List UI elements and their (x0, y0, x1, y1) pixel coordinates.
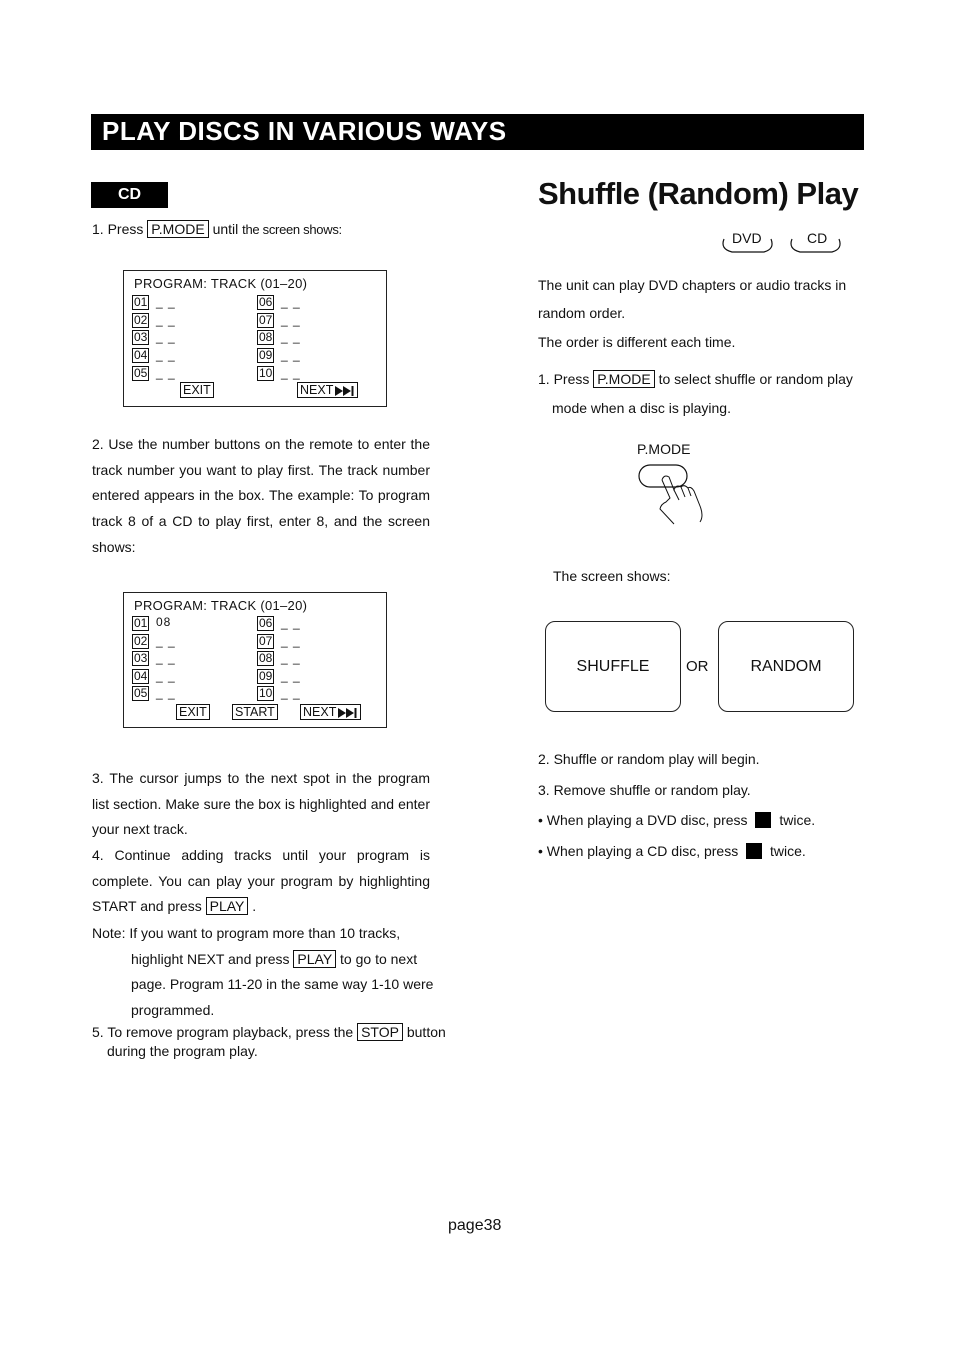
slot-value: _ _ (281, 366, 301, 380)
step-5-prefix: 5. To remove program playback, press the (92, 1024, 354, 1040)
slot-number: 01 (134, 616, 148, 630)
slot-number: 08 (259, 651, 273, 665)
play-key: PLAY (206, 897, 249, 915)
random-label: RANDOM (750, 657, 822, 675)
bullet-cd-prefix: • When playing a CD disc, press (538, 843, 739, 859)
bullet-dvd-prefix: • When playing a DVD disc, press (538, 812, 748, 828)
pmode-key: P.MODE (593, 370, 654, 388)
slot-value: _ _ (281, 634, 301, 648)
dvd-label: DVD (732, 230, 762, 246)
slot-number: 03 (134, 330, 148, 344)
shuffle-label: SHUFFLE (576, 657, 650, 675)
step-1-until: until (212, 221, 239, 237)
bullet-cd (538, 843, 806, 859)
slot-value: _ _ (281, 313, 301, 327)
note-line-2-prefix: highlight NEXT and press (131, 951, 290, 967)
section-banner (91, 114, 864, 150)
right-step-1-suffix: to select shuffle or random play (658, 371, 853, 387)
or-label: OR (686, 658, 709, 675)
right-step-1-prefix: 1. Press (538, 371, 590, 387)
slot-number: 06 (259, 295, 273, 309)
stop-square-icon (746, 843, 762, 859)
next-label: NEXT (303, 705, 337, 719)
left-step-4 (92, 843, 430, 920)
left-step-2: 2. Use the number buttons on the remote to enter the track number you want to play first. The track number entered appears in the box. The example: To program track 8 of a CD to play first, enter 8, and the screen shows: (92, 436, 430, 555)
left-step-5 (92, 1023, 446, 1041)
pmode-key: P.MODE (147, 220, 208, 238)
slot-number: 05 (134, 366, 148, 380)
program-screen-2 (123, 592, 387, 728)
slot-value: _ _ (156, 634, 176, 648)
slot-value: _ _ (281, 348, 301, 362)
step-1-suffix: the screen shows: (242, 222, 342, 237)
slot-value: _ _ (281, 295, 301, 309)
slot-number: 02 (134, 634, 148, 648)
start-button: START (232, 704, 278, 720)
section-banner-title: PLAY DISCS IN VARIOUS WAYS (102, 116, 507, 146)
next-label: NEXT (300, 383, 334, 397)
dvd-disc-icon (720, 229, 776, 255)
program-header: PROGRAM: TRACK (01–20) (134, 276, 308, 291)
right-step-3: 3. Remove shuffle or random play. (538, 782, 751, 798)
next-button (297, 382, 358, 398)
exit-button: EXIT (176, 704, 210, 720)
slot-number: 07 (259, 313, 273, 327)
step-5-line-2: during the program play. (107, 1043, 258, 1059)
slot-value: _ _ (156, 295, 176, 309)
slot-value: _ _ (281, 651, 301, 665)
slot-number: 09 (259, 348, 273, 362)
intro-line-1: The unit can play DVD chapters or audio tracks in (538, 277, 847, 293)
slot-number: 07 (259, 634, 273, 648)
right-step-1 (538, 370, 853, 388)
skip-next-icon (335, 386, 355, 396)
right-step-1-line-2: mode when a disc is playing. (552, 400, 731, 416)
slot-value: _ _ (156, 330, 176, 344)
slot-number: 06 (259, 616, 273, 630)
program-screen-1 (123, 270, 387, 407)
skip-next-icon (338, 708, 358, 718)
bullet-dvd-suffix: twice. (779, 812, 816, 828)
left-step-3: 3. The cursor jumps to the next spot in the program list section. Make sure the box is highlighted and enter your next track. (92, 770, 430, 838)
stop-key: STOP (357, 1023, 403, 1041)
exit-button: EXIT (180, 382, 214, 398)
slot-value: _ _ (281, 669, 301, 683)
step-1-prefix: 1. Press (92, 221, 144, 237)
slot-value: _ _ (156, 651, 176, 665)
slot-value: _ _ (281, 616, 301, 630)
next-button (300, 704, 361, 720)
shuffle-screen (545, 621, 681, 712)
page-number: page38 (448, 1217, 502, 1234)
intro-line-2: random order. (538, 305, 626, 321)
shuffle-title: Shuffle (Random) Play (538, 176, 859, 211)
step-5-suffix: button (406, 1024, 446, 1040)
pmode-button-label: P.MODE (637, 441, 691, 457)
slot-number: 04 (134, 669, 148, 683)
screen-shows-label: The screen shows: (553, 568, 671, 584)
step-4-text: 4. Continue adding tracks until your program is complete. You can play your program by highlighting START and press (92, 847, 430, 915)
slot-value: _ _ (156, 366, 176, 380)
slot-value: _ _ (156, 686, 176, 700)
slot-number: 10 (259, 686, 273, 700)
note-line-2 (131, 950, 417, 968)
play-key: PLAY (293, 950, 336, 968)
slot-number: 05 (134, 686, 148, 700)
cd-tag: CD (91, 182, 168, 208)
program-header: PROGRAM: TRACK (01–20) (134, 598, 308, 613)
stop-square-icon (755, 812, 771, 828)
slot-number: 04 (134, 348, 148, 362)
bullet-cd-suffix: twice. (770, 843, 806, 859)
cd-disc-icon (788, 229, 844, 255)
slot-value: _ _ (281, 330, 301, 344)
slot-number: 10 (259, 366, 273, 380)
note-line-2-suffix: to go to next (340, 951, 418, 967)
note-line-3: page. Program 11-20 in the same way 1-10 were (131, 976, 434, 992)
intro-line-3: The order is different each time. (538, 334, 736, 350)
slot-number: 08 (259, 330, 273, 344)
slot-value: _ _ (156, 348, 176, 362)
bullet-dvd (538, 812, 815, 828)
slot-number: 03 (134, 651, 148, 665)
slot-number: 01 (134, 295, 148, 309)
left-step-1 (92, 220, 342, 238)
slot-value: _ _ (281, 686, 301, 700)
random-screen (718, 621, 854, 712)
step-4-end: . (252, 898, 257, 915)
right-step-2: 2. Shuffle or random play will begin. (538, 751, 760, 767)
cd-label: CD (807, 230, 828, 246)
slot-number: 02 (134, 313, 148, 327)
slot-number: 09 (259, 669, 273, 683)
hand-pressing-button-icon (634, 460, 710, 528)
note-line-1: Note: If you want to program more than 10 tracks, (92, 925, 401, 941)
slot-value: _ _ (156, 313, 176, 327)
slot-value: _ _ (156, 669, 176, 683)
note-line-4: programmed. (131, 1002, 215, 1018)
slot-value: 08 (156, 615, 172, 629)
